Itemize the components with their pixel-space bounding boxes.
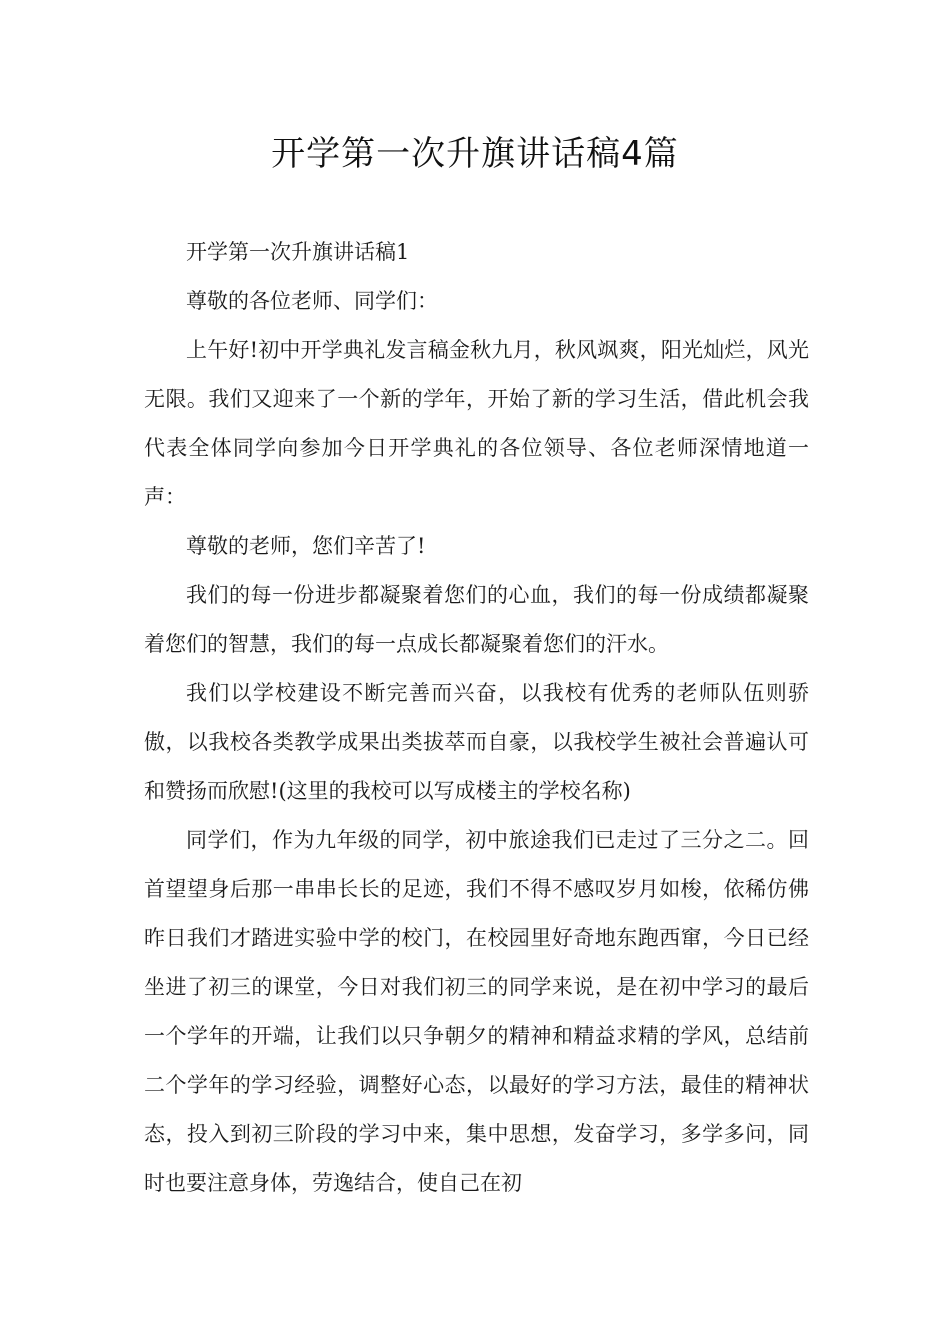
paragraph-greeting: 上午好!初中开学典礼发言稿金秋九月，秋风飒爽，阳光灿烂，风光无限。我们又迎来了一个新的学年，开始了新的学习生活，借此机会我代表全体同学向参加今日开学典礼的各位领导、各位老师深情地道一声： <box>144 338 809 509</box>
paragraph-ninth-grade: 同学们，作为九年级的同学，初中旅途我们已走过了三分之二。回首望望身后那一串串长长的足迹，我们不得不感叹岁月如梭，依稀仿佛昨日我们才踏进实验中学的校门，在校园里好奇地东跑西窜，今日已经坐进了初三的课堂，今日对我们初三的同学来说，是在初中学习的最后一个学年的开端，让我们以只争朝夕的精神和精益求精的学风，总结前二个学年的学习经验，调整好心态，以最好的学习方法，最佳的精神状态，投入到初三阶段的学习中来，集中思想，发奋学习，多学多问，同时也要注意身体，劳逸结合，使自己在初 <box>144 828 809 1195</box>
paragraph-subtitle: 开学第一次升旗讲话稿1 <box>186 240 410 264</box>
paragraph-school-pride: 我们以学校建设不断完善而兴奋，以我校有优秀的老师队伍则骄傲，以我校各类教学成果出类拔萃而自豪，以我校学生被社会普遍认可和赞扬而欣慰!(这里的我校可以写成楼主的学校名称) <box>144 681 809 803</box>
paragraph-progress: 我们的每一份进步都凝聚着您们的心血，我们的每一份成绩都凝聚着您们的智慧，我们的每一点成长都凝聚着您们的汗水。 <box>144 583 809 656</box>
document-body <box>144 228 809 1208</box>
paragraph-salutation: 尊敬的各位老师、同学们： <box>186 289 438 313</box>
document-title: 开学第一次升旗讲话稿4篇 <box>271 134 679 174</box>
paragraph-thanks: 尊敬的老师，您们辛苦了! <box>186 534 426 558</box>
